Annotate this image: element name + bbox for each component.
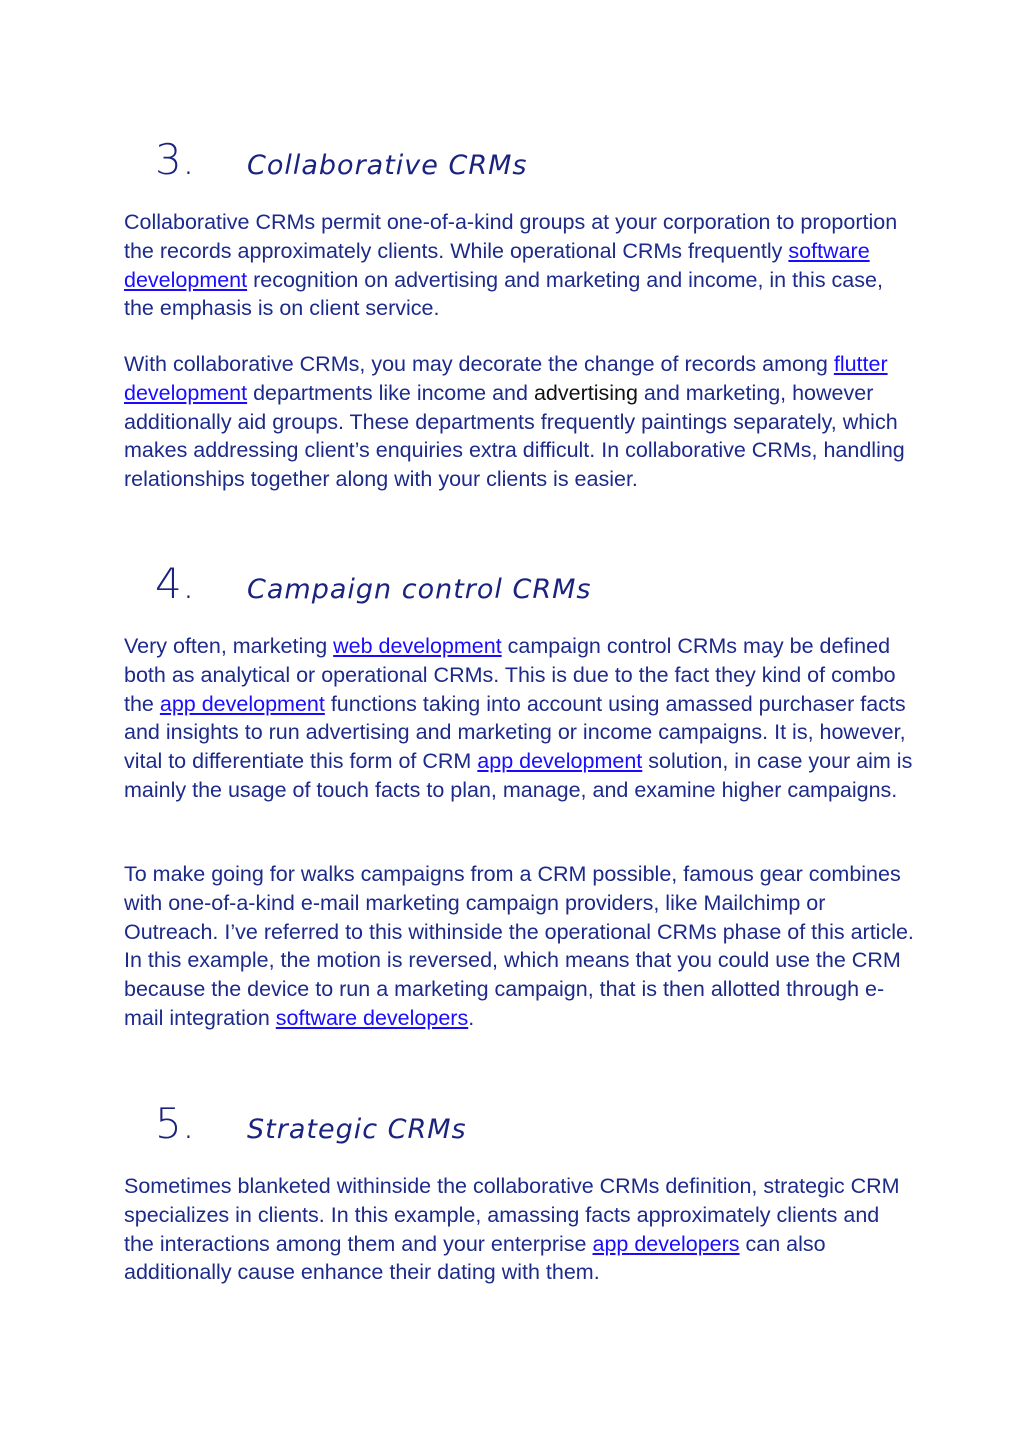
paragraph [124, 208, 914, 323]
link-software-developers[interactable]: software developers [275, 1005, 469, 1030]
paragraph-text: To make going for walks campaigns from a CRM possible, famous gear combines with one-of-a-kind e-mail marketing campaign providers, like Mailchimp or Outreach. I’ve referred to this withinside the operational CRMs phase of this article. In this example, the motion is reversed, which means that you could use the CRM because the device to run a marketing campaign, that is then allotted through e-mail integration [124, 862, 914, 1030]
paragraph-text: With collaborative CRMs, you may decorate the change of records among [124, 352, 834, 376]
paragraph-text: Sometimes blanketed withinside the collaborative CRMs definition, strategic CRM specializes in clients. In this example, amassing facts approximately clients and the interactions among them and your enterprise [124, 1174, 900, 1256]
paragraph-text: advertising [533, 380, 638, 405]
section-number: 4. [155, 559, 196, 608]
paragraph-text: solution, in case your aim is mainly the usage of touch facts to plan, manage, and examine higher campaigns. [124, 749, 913, 802]
link-software-development[interactable]: software development [124, 238, 870, 292]
section-heading-4 [155, 559, 591, 608]
paragraph [124, 632, 914, 805]
paragraph [124, 350, 914, 494]
section-heading-3 [155, 135, 527, 184]
paragraph-text: recognition on advertising and marketing and income, in this case, the emphasis is on client service. [124, 267, 883, 321]
paragraph-text: can also additionally cause enhance their dating with them. [124, 1231, 826, 1285]
paragraph-text: campaign control CRMs may be defined both as analytical or operational CRMs. This is due to the fact they kind of combo the [124, 634, 896, 716]
section-heading-5 [155, 1099, 467, 1148]
section-title: Campaign control CRMs [247, 574, 592, 605]
link-app-developers[interactable]: app developers [592, 1231, 740, 1256]
paragraph [124, 860, 914, 1033]
link-web-development[interactable]: web development [333, 634, 502, 658]
paragraph-text: . [468, 1005, 475, 1030]
link-app-development[interactable]: app development [477, 749, 643, 774]
paragraph-text: departments like income and [247, 380, 534, 405]
paragraph-text: Very often, marketing [124, 634, 334, 658]
paragraph-text: and marketing, however additionally aid groups. These departments frequently paintings separately, which makes addressing client’s enquiries extra difficult. In collaborative CRMs, handling relationships together along with your clients is easier. [124, 380, 905, 492]
paragraph-text: Collaborative CRMs permit one-of-a-kind groups at your corporation to proportion the records approximately clients. While operational CRMs frequently [124, 210, 898, 263]
section-number: 5. [155, 1099, 196, 1148]
section-title: Strategic CRMs [247, 1114, 467, 1145]
link-app-development[interactable]: app development [159, 691, 325, 716]
section-title: Collaborative CRMs [247, 150, 528, 181]
paragraph-text: functions taking into account using amassed purchaser facts and insights to run advertising and marketing or income campaigns. It is, however, vital to differentiate this form of CRM [124, 691, 906, 774]
section-number: 3. [155, 135, 196, 184]
paragraph [124, 1172, 914, 1287]
link-flutter-development[interactable]: flutter development [124, 352, 888, 405]
